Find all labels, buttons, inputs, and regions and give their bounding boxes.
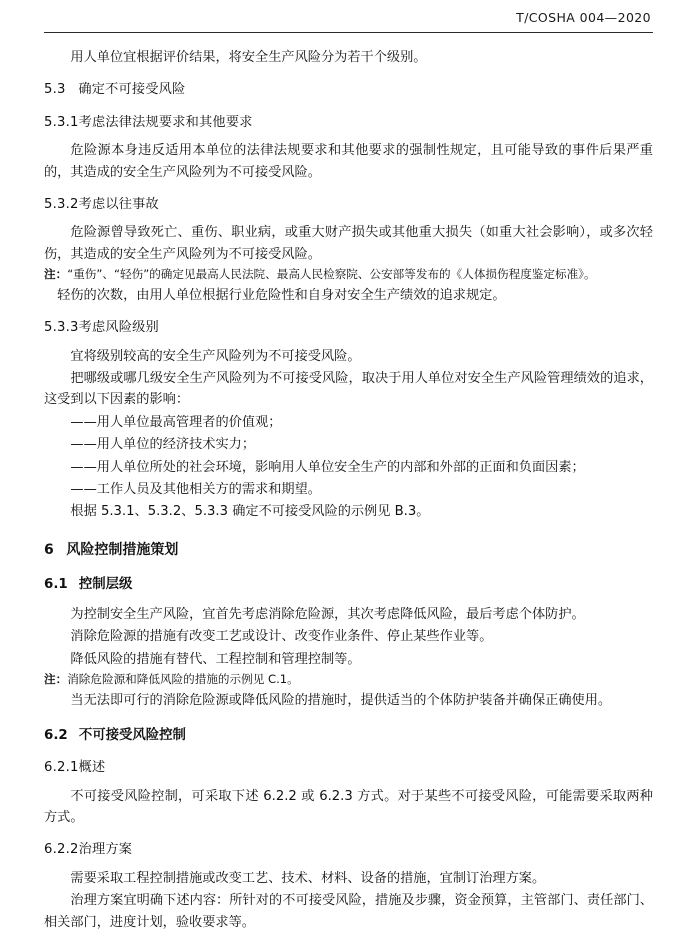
body-paragraph: 当无法即可行的消除危险源或降低风险的措施时，提供适当的个体防护装备并确保正确使用。 (70, 693, 612, 709)
note-paragraph (44, 266, 653, 284)
note-label: 注： (44, 672, 68, 687)
heading-title: 考虑风险级别 (78, 320, 159, 336)
heading-title: 不可接受风险控制 (78, 727, 186, 743)
heading-number: 6.2 (44, 727, 68, 743)
heading-5-3-1 (44, 112, 653, 133)
body-paragraph: 把哪级或哪几级安全生产风险列为不可接受风险，取决于用人单位对安全生产风险管理绩效的追求，这受到以下因素的影响： (44, 371, 653, 408)
body-paragraph: 不可接受风险控制，可采取下述 6.2.2 或 6.2.3 方式。对于某些不可接受风险，可能需要采取两种方式。 (44, 788, 653, 826)
body-paragraph: 用人单位宜根据评价结果，将安全生产风险分为若干个级别。 (70, 50, 427, 65)
heading-number: 5.3 (44, 82, 66, 98)
heading-title: 治理方案 (78, 842, 133, 858)
heading-6-2-1 (44, 757, 653, 778)
body-paragraph: 降低风险的措施有替代、工程控制和管理控制等。 (70, 651, 361, 667)
heading-6-2-2 (44, 839, 653, 860)
body-paragraph: 为控制安全生产风险，宜首先考虑消除危险源，其次考虑降低风险，最后考虑个体防护。 (70, 607, 585, 623)
body-paragraph: 消除危险源的措施有改变工艺或设计、改变作业条件、停止某些作业等。 (70, 629, 493, 645)
body-paragraph: 轻伤的次数，由用人单位根据行业危险性和自身对安全生产绩效的追求规定。 (44, 287, 506, 303)
heading-number: 6 (44, 541, 54, 558)
standard-code: T/COSHA 004—2020 (516, 10, 651, 25)
heading-number: 6.2.1 (44, 760, 79, 776)
note-paragraph (44, 671, 653, 689)
note-text: 消除危险源和降低风险的措施的示例见 C.1。 (67, 672, 299, 687)
note-label: 注： (44, 267, 68, 281)
heading-title: 概述 (78, 760, 106, 776)
heading-number: 5.3.1 (44, 114, 79, 130)
heading-title: 控制层级 (78, 577, 133, 593)
heading-6-2 (44, 725, 653, 747)
heading-5-3-3 (44, 317, 653, 338)
body-paragraph: 宜将级别较高的安全生产风险列为不可接受风险。 (70, 348, 361, 364)
heading-6 (44, 539, 653, 562)
body-paragraph: 危险源本身违反适用本单位的法律法规要求和其他要求的强制性规定，且可能导致的事件后果严重的，其造成的安全生产风险列为不可接受风险。 (44, 143, 653, 180)
page-header (44, 10, 653, 28)
body-paragraph: 根据 5.3.1、5.3.2、5.3.3 确定不可接受风险的示例见 B.3。 (70, 504, 430, 520)
dash-list-item: ——用人单位最高管理者的价值观； (70, 414, 282, 430)
document-body (44, 47, 653, 933)
body-paragraph: 危险源曾导致死亡、重伤、职业病，或重大财产损失或其他重大损失（如重大社会影响），或多次轻伤，其造成的安全生产风险列为不可接受风险。 (44, 225, 653, 262)
note-text: “重伤”、“轻伤”的确定见最高人民法院、最高人民检察院、公安部等发布的《人体损伤程度鉴定标准》。 (67, 267, 596, 281)
heading-number: 5.3.2 (44, 196, 79, 212)
heading-5-3 (44, 79, 653, 100)
header-rule (44, 32, 653, 33)
heading-number: 6.1 (44, 577, 68, 593)
heading-5-3-2 (44, 194, 653, 215)
dash-list-item: ——工作人员及其他相关方的需求和期望。 (70, 481, 321, 497)
dash-list-item: ——用人单位的经济技术实力； (70, 437, 256, 453)
body-paragraph: 需要采取工程控制措施或改变工艺、技术、材料、设备的措施，宜制订治理方案。 (70, 870, 546, 886)
heading-title: 确定不可接受风险 (78, 82, 186, 98)
heading-number: 6.2.2 (44, 842, 79, 858)
dash-list-item: ——用人单位所处的社会环境，影响用人单位安全生产的内部和外部的正面和负面因素； (70, 459, 585, 475)
body-paragraph: 治理方案宜明确下述内容：所针对的不可接受风险，措施及步骤，资金预算，主管部门、责任部门、相关部门，进度计划，验收要求等。 (44, 893, 653, 930)
heading-6-1 (44, 574, 653, 596)
heading-title: 风险控制措施策划 (66, 541, 179, 558)
heading-title: 考虑法律法规要求和其他要求 (78, 114, 253, 130)
heading-title: 考虑以往事故 (78, 196, 159, 212)
heading-number: 5.3.3 (44, 320, 79, 336)
